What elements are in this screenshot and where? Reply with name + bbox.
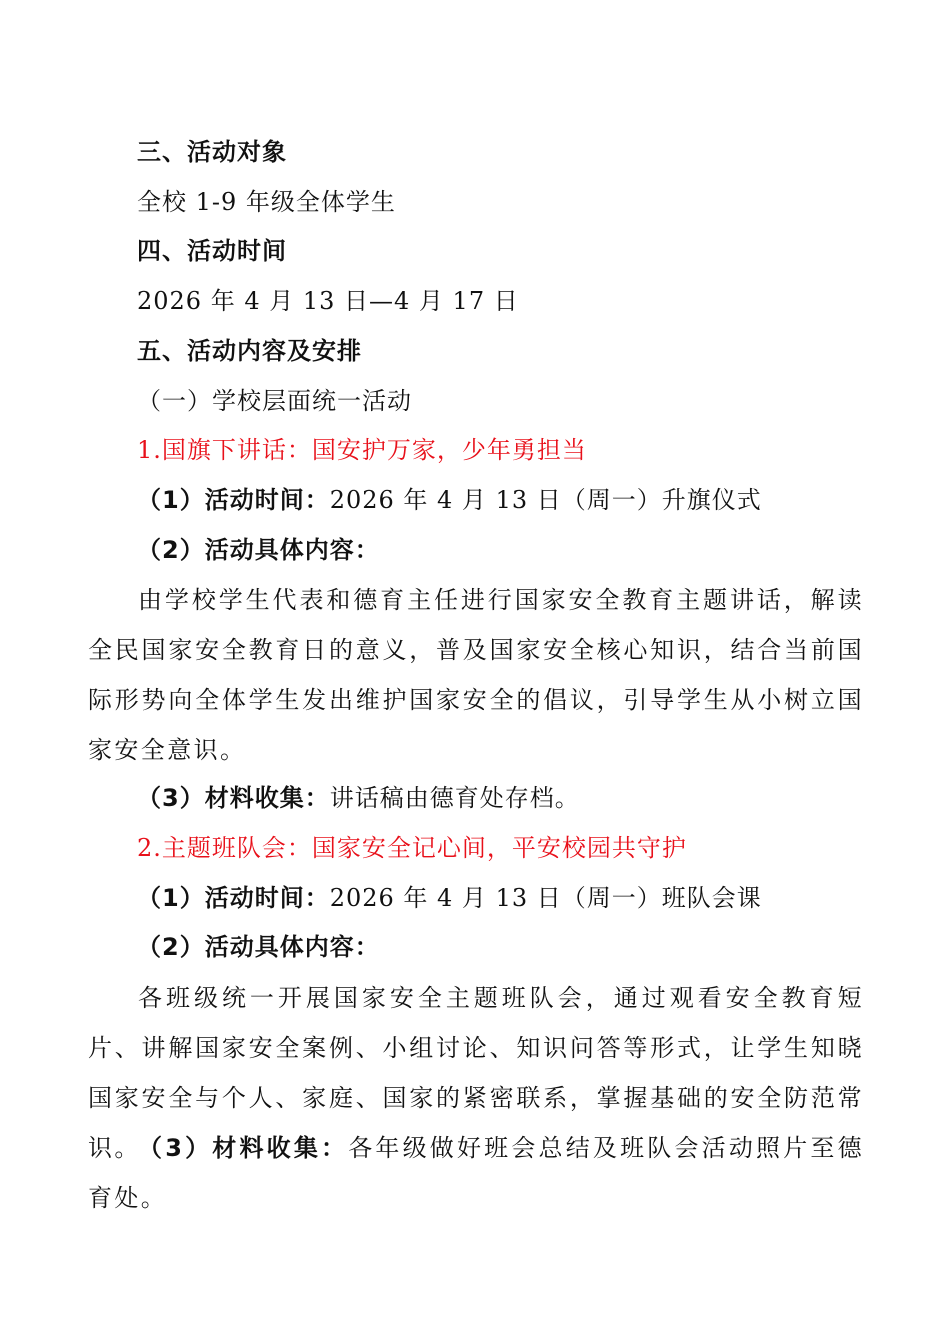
activity-1-content-body: 由学校学生代表和德育主任进行国家安全教育主题讲话，解读全民国家安全教育日的意义，普及国家安全核心知识，结合当前国际形势向全体学生发出维护国家安全的倡议，引导学生从小树立国家安全意识。 <box>88 586 864 764</box>
activity-1-time-label: （1）活动时间： <box>137 486 330 514</box>
section-4-body: 2026 年 4 月 13 日—4 月 17 日 <box>137 287 519 315</box>
activity-1-material <box>137 783 580 813</box>
activity-2-content-body: 各班级统一开展国家安全主题班队会，通过观看安全教育短片、讲解国家安全案例、小组讨论、知识问答等形式，让学生知晓国家安全与个人、家庭、国家的紧密联系，掌握基础的安全防范常识。 <box>88 984 864 1162</box>
activity-2-time-value: 2026 年 4 月 13 日（周一）班队会课 <box>329 884 762 912</box>
activity-1-material-label: （3）材料收集： <box>137 784 330 812</box>
activity-1-title: 1.国旗下讲话：国安护万家，少年勇担当 <box>137 436 587 464</box>
section-3-body: 全校 1-9 年级全体学生 <box>137 188 396 216</box>
section-5-subtitle: （一）学校层面统一活动 <box>137 387 412 415</box>
activity-1-content-label: （2）活动具体内容： <box>137 536 380 564</box>
activity-1-time-value: 2026 年 4 月 13 日（周一）升旗仪式 <box>329 486 762 514</box>
section-3-title: 三、活动对象 <box>137 138 287 166</box>
activity-2-material-label: （3）材料收集： <box>138 1134 349 1162</box>
activity-2-time-label: （1）活动时间： <box>137 884 330 912</box>
activity-2-title: 2.主题班队会：国家安全记心间，平安校园共守护 <box>137 834 687 862</box>
activity-1-time <box>137 485 762 515</box>
activity-2-material <box>88 1123 864 1223</box>
activity-2-content-label: （2）活动具体内容： <box>137 933 380 961</box>
section-4-title: 四、活动时间 <box>137 237 287 265</box>
activity-2-material-value: 各年级做好班会总结及班队会活动照片至德育处。 <box>88 1134 864 1212</box>
activity-2-time <box>137 883 762 913</box>
section-5-title: 五、活动内容及安排 <box>137 337 362 365</box>
activity-1-material-value: 讲话稿由德育处存档。 <box>329 784 580 812</box>
